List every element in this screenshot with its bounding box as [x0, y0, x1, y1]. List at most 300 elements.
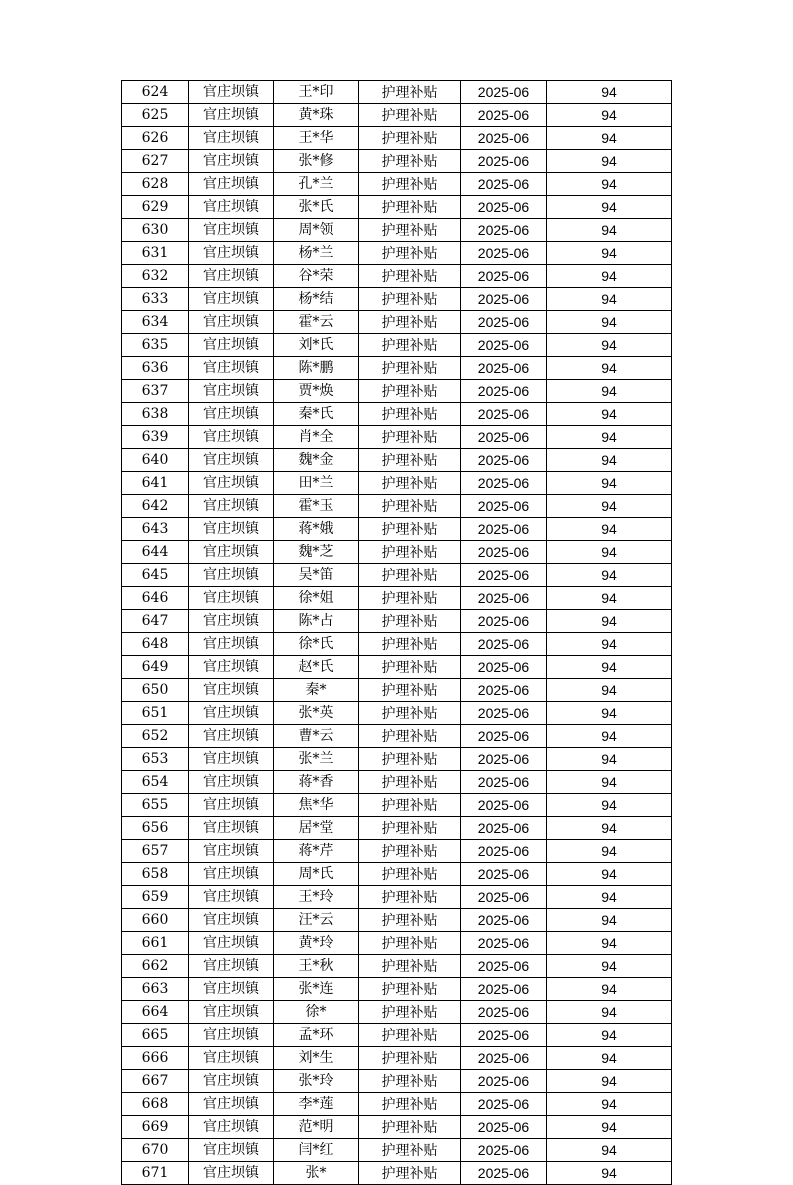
recipient-name-cell: 杨*结 — [274, 288, 359, 311]
town-cell: 官庄坝镇 — [189, 1024, 274, 1047]
subsidy-type-cell: 护理补贴 — [359, 426, 461, 449]
row-number-cell: 669 — [122, 1116, 189, 1139]
row-number-cell: 666 — [122, 1047, 189, 1070]
row-number-cell: 636 — [122, 357, 189, 380]
month-cell: 2025-06 — [461, 357, 547, 380]
month-cell: 2025-06 — [461, 587, 547, 610]
recipient-name-cell: 孟*环 — [274, 1024, 359, 1047]
amount-cell: 94 — [547, 288, 672, 311]
recipient-name-cell: 魏*芝 — [274, 541, 359, 564]
subsidy-type-cell: 护理补贴 — [359, 403, 461, 426]
table-row — [122, 1070, 672, 1093]
subsidy-type-cell: 护理补贴 — [359, 1162, 461, 1185]
subsidy-type-cell: 护理补贴 — [359, 955, 461, 978]
amount-cell: 94 — [547, 564, 672, 587]
table-row — [122, 564, 672, 587]
recipient-name-cell: 徐*姐 — [274, 587, 359, 610]
recipient-name-cell: 黄*玲 — [274, 932, 359, 955]
town-cell: 官庄坝镇 — [189, 196, 274, 219]
recipient-name-cell: 谷*荣 — [274, 265, 359, 288]
table-row — [122, 1093, 672, 1116]
table-row — [122, 1139, 672, 1162]
amount-cell: 94 — [547, 1047, 672, 1070]
town-cell: 官庄坝镇 — [189, 472, 274, 495]
month-cell: 2025-06 — [461, 426, 547, 449]
town-cell: 官庄坝镇 — [189, 242, 274, 265]
amount-cell: 94 — [547, 150, 672, 173]
month-cell: 2025-06 — [461, 127, 547, 150]
table-row — [122, 771, 672, 794]
month-cell: 2025-06 — [461, 564, 547, 587]
town-cell: 官庄坝镇 — [189, 725, 274, 748]
table-row — [122, 173, 672, 196]
amount-cell: 94 — [547, 771, 672, 794]
recipient-name-cell: 陈*鹏 — [274, 357, 359, 380]
town-cell: 官庄坝镇 — [189, 518, 274, 541]
table-row — [122, 311, 672, 334]
town-cell: 官庄坝镇 — [189, 127, 274, 150]
month-cell: 2025-06 — [461, 150, 547, 173]
table-row — [122, 104, 672, 127]
row-number-cell: 637 — [122, 380, 189, 403]
table-row — [122, 541, 672, 564]
recipient-name-cell: 范*明 — [274, 1116, 359, 1139]
table-body — [122, 81, 672, 1185]
amount-cell: 94 — [547, 978, 672, 1001]
subsidy-type-cell: 护理补贴 — [359, 886, 461, 909]
amount-cell: 94 — [547, 357, 672, 380]
town-cell: 官庄坝镇 — [189, 587, 274, 610]
month-cell: 2025-06 — [461, 656, 547, 679]
amount-cell: 94 — [547, 426, 672, 449]
row-number-cell: 656 — [122, 817, 189, 840]
row-number-cell: 665 — [122, 1024, 189, 1047]
row-number-cell: 639 — [122, 426, 189, 449]
town-cell: 官庄坝镇 — [189, 288, 274, 311]
row-number-cell: 657 — [122, 840, 189, 863]
month-cell: 2025-06 — [461, 817, 547, 840]
town-cell: 官庄坝镇 — [189, 1116, 274, 1139]
month-cell: 2025-06 — [461, 242, 547, 265]
recipient-name-cell: 张* — [274, 1162, 359, 1185]
amount-cell: 94 — [547, 380, 672, 403]
month-cell: 2025-06 — [461, 863, 547, 886]
row-number-cell: 625 — [122, 104, 189, 127]
subsidy-type-cell: 护理补贴 — [359, 1093, 461, 1116]
table-row — [122, 518, 672, 541]
town-cell: 官庄坝镇 — [189, 265, 274, 288]
month-cell: 2025-06 — [461, 1024, 547, 1047]
town-cell: 官庄坝镇 — [189, 840, 274, 863]
subsidy-type-cell: 护理补贴 — [359, 1116, 461, 1139]
amount-cell: 94 — [547, 403, 672, 426]
row-number-cell: 643 — [122, 518, 189, 541]
town-cell: 官庄坝镇 — [189, 932, 274, 955]
subsidy-type-cell: 护理补贴 — [359, 863, 461, 886]
row-number-cell: 660 — [122, 909, 189, 932]
amount-cell: 94 — [547, 334, 672, 357]
subsidy-type-cell: 护理补贴 — [359, 127, 461, 150]
recipient-name-cell: 曹*云 — [274, 725, 359, 748]
month-cell: 2025-06 — [461, 495, 547, 518]
town-cell: 官庄坝镇 — [189, 955, 274, 978]
subsidy-type-cell: 护理补贴 — [359, 104, 461, 127]
amount-cell: 94 — [547, 840, 672, 863]
amount-cell: 94 — [547, 1070, 672, 1093]
table-row — [122, 656, 672, 679]
amount-cell: 94 — [547, 656, 672, 679]
month-cell: 2025-06 — [461, 265, 547, 288]
row-number-cell: 646 — [122, 587, 189, 610]
table-row — [122, 219, 672, 242]
town-cell: 官庄坝镇 — [189, 1001, 274, 1024]
recipient-name-cell: 黄*珠 — [274, 104, 359, 127]
amount-cell: 94 — [547, 725, 672, 748]
recipient-name-cell: 周*领 — [274, 219, 359, 242]
subsidy-type-cell: 护理补贴 — [359, 587, 461, 610]
subsidy-type-cell: 护理补贴 — [359, 518, 461, 541]
subsidy-type-cell: 护理补贴 — [359, 840, 461, 863]
table-row — [122, 932, 672, 955]
table-row — [122, 978, 672, 1001]
amount-cell: 94 — [547, 932, 672, 955]
subsidy-type-cell: 护理补贴 — [359, 771, 461, 794]
row-number-cell: 629 — [122, 196, 189, 219]
row-number-cell: 651 — [122, 702, 189, 725]
recipient-name-cell: 张*氏 — [274, 196, 359, 219]
amount-cell: 94 — [547, 863, 672, 886]
town-cell: 官庄坝镇 — [189, 380, 274, 403]
table-row — [122, 794, 672, 817]
town-cell: 官庄坝镇 — [189, 794, 274, 817]
month-cell: 2025-06 — [461, 1162, 547, 1185]
table-row — [122, 1001, 672, 1024]
month-cell: 2025-06 — [461, 81, 547, 104]
subsidy-type-cell: 护理补贴 — [359, 472, 461, 495]
recipient-name-cell: 杨*兰 — [274, 242, 359, 265]
recipient-name-cell: 秦*氏 — [274, 403, 359, 426]
subsidy-type-cell: 护理补贴 — [359, 449, 461, 472]
month-cell: 2025-06 — [461, 1139, 547, 1162]
recipient-name-cell: 蒋*香 — [274, 771, 359, 794]
row-number-cell: 628 — [122, 173, 189, 196]
town-cell: 官庄坝镇 — [189, 495, 274, 518]
table-row — [122, 863, 672, 886]
town-cell: 官庄坝镇 — [189, 1162, 274, 1185]
town-cell: 官庄坝镇 — [189, 748, 274, 771]
month-cell: 2025-06 — [461, 702, 547, 725]
table-row — [122, 702, 672, 725]
amount-cell: 94 — [547, 886, 672, 909]
recipient-name-cell: 肖*全 — [274, 426, 359, 449]
month-cell: 2025-06 — [461, 1070, 547, 1093]
row-number-cell: 664 — [122, 1001, 189, 1024]
row-number-cell: 644 — [122, 541, 189, 564]
amount-cell: 94 — [547, 196, 672, 219]
recipient-name-cell: 张*玲 — [274, 1070, 359, 1093]
month-cell: 2025-06 — [461, 1001, 547, 1024]
row-number-cell: 671 — [122, 1162, 189, 1185]
subsidy-type-cell: 护理补贴 — [359, 725, 461, 748]
subsidy-type-cell: 护理补贴 — [359, 541, 461, 564]
recipient-name-cell: 孔*兰 — [274, 173, 359, 196]
month-cell: 2025-06 — [461, 955, 547, 978]
table-row — [122, 449, 672, 472]
month-cell: 2025-06 — [461, 794, 547, 817]
town-cell: 官庄坝镇 — [189, 104, 274, 127]
town-cell: 官庄坝镇 — [189, 679, 274, 702]
table-row — [122, 610, 672, 633]
town-cell: 官庄坝镇 — [189, 334, 274, 357]
town-cell: 官庄坝镇 — [189, 1047, 274, 1070]
subsidy-type-cell: 护理补贴 — [359, 219, 461, 242]
month-cell: 2025-06 — [461, 886, 547, 909]
month-cell: 2025-06 — [461, 679, 547, 702]
subsidy-type-cell: 护理补贴 — [359, 288, 461, 311]
row-number-cell: 624 — [122, 81, 189, 104]
month-cell: 2025-06 — [461, 449, 547, 472]
recipient-name-cell: 汪*云 — [274, 909, 359, 932]
month-cell: 2025-06 — [461, 219, 547, 242]
recipient-name-cell: 王*华 — [274, 127, 359, 150]
table-row — [122, 1024, 672, 1047]
town-cell: 官庄坝镇 — [189, 633, 274, 656]
subsidy-type-cell: 护理补贴 — [359, 150, 461, 173]
amount-cell: 94 — [547, 1116, 672, 1139]
town-cell: 官庄坝镇 — [189, 150, 274, 173]
town-cell: 官庄坝镇 — [189, 81, 274, 104]
amount-cell: 94 — [547, 219, 672, 242]
amount-cell: 94 — [547, 81, 672, 104]
table-row — [122, 265, 672, 288]
subsidy-type-cell: 护理补贴 — [359, 909, 461, 932]
town-cell: 官庄坝镇 — [189, 403, 274, 426]
row-number-cell: 667 — [122, 1070, 189, 1093]
table-row — [122, 840, 672, 863]
town-cell: 官庄坝镇 — [189, 886, 274, 909]
recipient-name-cell: 霍*玉 — [274, 495, 359, 518]
row-number-cell: 645 — [122, 564, 189, 587]
row-number-cell: 650 — [122, 679, 189, 702]
row-number-cell: 638 — [122, 403, 189, 426]
table-row — [122, 495, 672, 518]
row-number-cell: 652 — [122, 725, 189, 748]
subsidy-type-cell: 护理补贴 — [359, 1047, 461, 1070]
month-cell: 2025-06 — [461, 173, 547, 196]
subsidy-type-cell: 护理补贴 — [359, 817, 461, 840]
row-number-cell: 632 — [122, 265, 189, 288]
month-cell: 2025-06 — [461, 380, 547, 403]
month-cell: 2025-06 — [461, 909, 547, 932]
town-cell: 官庄坝镇 — [189, 771, 274, 794]
subsidy-type-cell: 护理补贴 — [359, 196, 461, 219]
amount-cell: 94 — [547, 1162, 672, 1185]
recipient-name-cell: 王*玲 — [274, 886, 359, 909]
row-number-cell: 668 — [122, 1093, 189, 1116]
table-row — [122, 633, 672, 656]
recipient-name-cell: 李*莲 — [274, 1093, 359, 1116]
town-cell: 官庄坝镇 — [189, 564, 274, 587]
town-cell: 官庄坝镇 — [189, 909, 274, 932]
subsidy-type-cell: 护理补贴 — [359, 610, 461, 633]
table-row — [122, 909, 672, 932]
recipient-name-cell: 王*秋 — [274, 955, 359, 978]
subsidy-type-cell: 护理补贴 — [359, 978, 461, 1001]
table-row — [122, 403, 672, 426]
month-cell: 2025-06 — [461, 403, 547, 426]
amount-cell: 94 — [547, 1093, 672, 1116]
amount-cell: 94 — [547, 265, 672, 288]
table-row — [122, 426, 672, 449]
amount-cell: 94 — [547, 311, 672, 334]
amount-cell: 94 — [547, 1001, 672, 1024]
recipient-name-cell: 徐* — [274, 1001, 359, 1024]
amount-cell: 94 — [547, 817, 672, 840]
row-number-cell: 631 — [122, 242, 189, 265]
table-row — [122, 886, 672, 909]
table-row — [122, 1047, 672, 1070]
amount-cell: 94 — [547, 748, 672, 771]
month-cell: 2025-06 — [461, 196, 547, 219]
row-number-cell: 633 — [122, 288, 189, 311]
town-cell: 官庄坝镇 — [189, 863, 274, 886]
table-row — [122, 288, 672, 311]
subsidy-table — [121, 80, 672, 1185]
row-number-cell: 640 — [122, 449, 189, 472]
row-number-cell: 654 — [122, 771, 189, 794]
table-row — [122, 748, 672, 771]
subsidy-type-cell: 护理补贴 — [359, 564, 461, 587]
table-row — [122, 1162, 672, 1185]
month-cell: 2025-06 — [461, 610, 547, 633]
recipient-name-cell: 吴*笛 — [274, 564, 359, 587]
amount-cell: 94 — [547, 955, 672, 978]
subsidy-type-cell: 护理补贴 — [359, 495, 461, 518]
table-row — [122, 380, 672, 403]
amount-cell: 94 — [547, 1024, 672, 1047]
town-cell: 官庄坝镇 — [189, 702, 274, 725]
town-cell: 官庄坝镇 — [189, 817, 274, 840]
table-row — [122, 334, 672, 357]
row-number-cell: 648 — [122, 633, 189, 656]
row-number-cell: 659 — [122, 886, 189, 909]
amount-cell: 94 — [547, 1139, 672, 1162]
month-cell: 2025-06 — [461, 1047, 547, 1070]
row-number-cell: 653 — [122, 748, 189, 771]
recipient-name-cell: 徐*氏 — [274, 633, 359, 656]
table-row — [122, 587, 672, 610]
table-row — [122, 242, 672, 265]
row-number-cell: 627 — [122, 150, 189, 173]
table-row — [122, 150, 672, 173]
recipient-name-cell: 贾*焕 — [274, 380, 359, 403]
subsidy-type-cell: 护理补贴 — [359, 81, 461, 104]
town-cell: 官庄坝镇 — [189, 173, 274, 196]
town-cell: 官庄坝镇 — [189, 219, 274, 242]
amount-cell: 94 — [547, 518, 672, 541]
town-cell: 官庄坝镇 — [189, 1070, 274, 1093]
table-row — [122, 955, 672, 978]
recipient-name-cell: 张*连 — [274, 978, 359, 1001]
recipient-name-cell: 刘*氏 — [274, 334, 359, 357]
amount-cell: 94 — [547, 633, 672, 656]
recipient-name-cell: 秦* — [274, 679, 359, 702]
subsidy-type-cell: 护理补贴 — [359, 1001, 461, 1024]
month-cell: 2025-06 — [461, 932, 547, 955]
table-row — [122, 127, 672, 150]
town-cell: 官庄坝镇 — [189, 610, 274, 633]
subsidy-type-cell: 护理补贴 — [359, 380, 461, 403]
town-cell: 官庄坝镇 — [189, 426, 274, 449]
recipient-name-cell: 霍*云 — [274, 311, 359, 334]
town-cell: 官庄坝镇 — [189, 978, 274, 1001]
amount-cell: 94 — [547, 472, 672, 495]
subsidy-type-cell: 护理补贴 — [359, 748, 461, 771]
town-cell: 官庄坝镇 — [189, 1139, 274, 1162]
recipient-name-cell: 田*兰 — [274, 472, 359, 495]
amount-cell: 94 — [547, 541, 672, 564]
subsidy-type-cell: 护理补贴 — [359, 932, 461, 955]
subsidy-type-cell: 护理补贴 — [359, 702, 461, 725]
month-cell: 2025-06 — [461, 1116, 547, 1139]
recipient-name-cell: 张*兰 — [274, 748, 359, 771]
town-cell: 官庄坝镇 — [189, 1093, 274, 1116]
subsidy-type-cell: 护理补贴 — [359, 633, 461, 656]
subsidy-type-cell: 护理补贴 — [359, 1070, 461, 1093]
amount-cell: 94 — [547, 449, 672, 472]
subsidy-type-cell: 护理补贴 — [359, 334, 461, 357]
table-row — [122, 472, 672, 495]
recipient-name-cell: 王*印 — [274, 81, 359, 104]
recipient-name-cell: 魏*金 — [274, 449, 359, 472]
month-cell: 2025-06 — [461, 978, 547, 1001]
amount-cell: 94 — [547, 495, 672, 518]
month-cell: 2025-06 — [461, 771, 547, 794]
row-number-cell: 635 — [122, 334, 189, 357]
table-row — [122, 817, 672, 840]
row-number-cell: 630 — [122, 219, 189, 242]
subsidy-type-cell: 护理补贴 — [359, 794, 461, 817]
town-cell: 官庄坝镇 — [189, 656, 274, 679]
month-cell: 2025-06 — [461, 1093, 547, 1116]
recipient-name-cell: 张*英 — [274, 702, 359, 725]
table-row — [122, 81, 672, 104]
table-row — [122, 679, 672, 702]
table-row — [122, 725, 672, 748]
recipient-name-cell: 赵*氏 — [274, 656, 359, 679]
row-number-cell: 655 — [122, 794, 189, 817]
town-cell: 官庄坝镇 — [189, 541, 274, 564]
recipient-name-cell: 焦*华 — [274, 794, 359, 817]
subsidy-type-cell: 护理补贴 — [359, 173, 461, 196]
recipient-name-cell: 蒋*芹 — [274, 840, 359, 863]
row-number-cell: 658 — [122, 863, 189, 886]
amount-cell: 94 — [547, 242, 672, 265]
amount-cell: 94 — [547, 610, 672, 633]
month-cell: 2025-06 — [461, 518, 547, 541]
row-number-cell: 670 — [122, 1139, 189, 1162]
subsidy-type-cell: 护理补贴 — [359, 311, 461, 334]
amount-cell: 94 — [547, 909, 672, 932]
row-number-cell: 626 — [122, 127, 189, 150]
amount-cell: 94 — [547, 702, 672, 725]
amount-cell: 94 — [547, 104, 672, 127]
amount-cell: 94 — [547, 173, 672, 196]
table-row — [122, 1116, 672, 1139]
row-number-cell: 647 — [122, 610, 189, 633]
subsidy-type-cell: 护理补贴 — [359, 656, 461, 679]
subsidy-type-cell: 护理补贴 — [359, 357, 461, 380]
